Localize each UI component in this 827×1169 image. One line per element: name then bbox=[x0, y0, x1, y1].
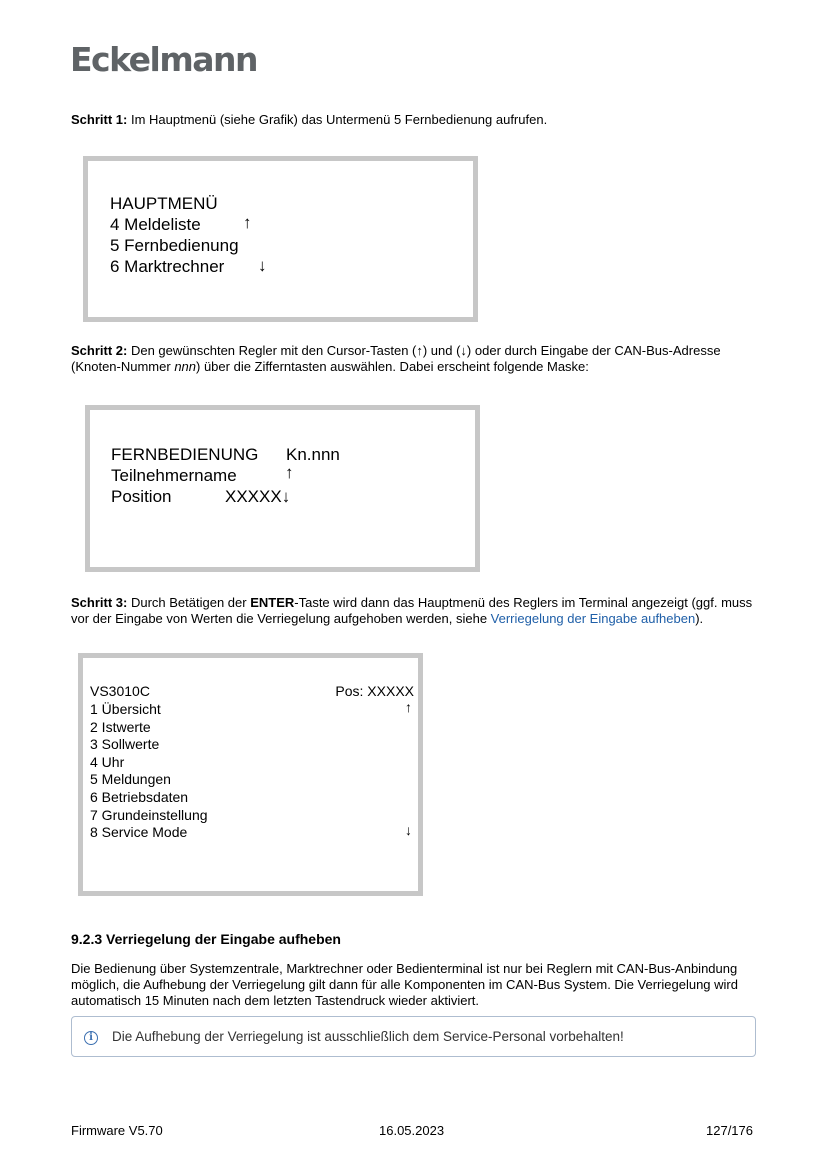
step2-text-a: Den gewünschten Regler mit den Cursor-Tasten (↑) und (↓) oder durch Eingabe der CAN-Bus-Adresse (Knoten-Nummer bbox=[71, 343, 721, 374]
screen2-position-value: XXXXX↓ bbox=[225, 487, 291, 506]
menu-item: 5 Meldungen bbox=[90, 771, 171, 788]
menu-item: 1 Übersicht bbox=[90, 701, 161, 717]
footer-page-number: 127/176 bbox=[706, 1123, 753, 1138]
step2-node-variable: nnn bbox=[174, 359, 197, 374]
enter-key-label: ENTER bbox=[250, 595, 295, 610]
step3-text-a: Durch Betätigen der bbox=[127, 595, 251, 610]
menu-item: 6 Betriebsdaten bbox=[90, 789, 189, 805]
step3-paragraph bbox=[71, 595, 761, 627]
screen2-title: FERNBEDIENUNG bbox=[111, 445, 259, 464]
screen1-line-fernbedienung: 5 Fernbedienung bbox=[110, 236, 239, 255]
screen1-line-marktrechner: 6 Marktrechner bbox=[110, 257, 225, 276]
step1-text: Im Hauptmenü (siehe Grafik) das Untermenü 5 Fernbedienung aufrufen. bbox=[127, 112, 548, 127]
info-note-box bbox=[71, 1016, 756, 1057]
arrow-up-icon: ↑ bbox=[285, 463, 294, 482]
screen1-line-meldeliste: 4 Meldeliste bbox=[110, 215, 201, 234]
terminal-screen-hauptmenu bbox=[83, 156, 478, 322]
footer-firmware: Firmware V5.70 bbox=[71, 1123, 163, 1138]
step2-text-b: ) über die Zifferntasten auswählen. Dabei erscheint folgende Maske: bbox=[196, 359, 589, 374]
terminal-screen-fernbedienung bbox=[85, 405, 480, 572]
step3-label: Schritt 3: bbox=[71, 595, 128, 610]
step2-paragraph bbox=[71, 343, 761, 375]
menu-item: 7 Grundeinstellung bbox=[90, 806, 208, 823]
screen2-node-number: Kn.nnn bbox=[286, 445, 340, 464]
step3-text-b: -Taste wird dann das Hauptmenü des Reglers im Terminal angezeigt (ggf. muss vor der Eingabe von Werten die Verriegelung aufgehoben werden, siehe bbox=[71, 595, 753, 626]
arrow-up-icon: ↑ bbox=[405, 699, 412, 715]
menu-item: 8 Service Mode bbox=[90, 824, 188, 841]
link-verriegelung-aufheben[interactable]: Verriegelung der Eingabe aufheben bbox=[490, 611, 696, 626]
screen2-line-teilnehmername: Teilnehmername bbox=[111, 466, 237, 485]
eckelmann-logo: Eckelmann bbox=[70, 40, 257, 79]
arrow-down-icon: ↓ bbox=[258, 256, 267, 275]
screen1-title: HAUPTMENÜ bbox=[110, 194, 218, 213]
footer-date: 16.05.2023 bbox=[379, 1123, 445, 1138]
info-icon: i bbox=[84, 1031, 98, 1045]
menu-item: 4 Uhr bbox=[90, 753, 125, 770]
arrow-up-icon: ↑ bbox=[243, 213, 252, 232]
screen3-title: VS3010C bbox=[90, 683, 150, 699]
section-body: Die Bedienung über Systemzentrale, Marktrechner oder Bedienterminal ist nur bei Reglern mit CAN-Bus-Anbindung möglich, die Aufhebung der Verriegelung gilt dann für alle Komponenten im CAN-Bus System. Die Verriegelung wird automatisch 15 Minuten nach dem letzten Tastendruck wieder aktiviert. bbox=[71, 961, 738, 1008]
info-note-text: Die Aufhebung der Verriegelung ist ausschließlich dem Service-Personal vorbehalten! bbox=[112, 1029, 624, 1044]
arrow-down-icon: ↓ bbox=[405, 822, 412, 838]
step1-paragraph bbox=[71, 112, 761, 128]
step1-label: Schritt 1: bbox=[71, 112, 128, 127]
step2-label: Schritt 2: bbox=[71, 343, 128, 358]
terminal-screen-regler-menu bbox=[78, 653, 423, 896]
menu-item: 2 Istwerte bbox=[90, 718, 151, 735]
screen3-position: Pos: XXXXX bbox=[335, 683, 414, 699]
section-heading: 9.2.3 Verriegelung der Eingabe aufheben bbox=[71, 931, 341, 947]
screen2-line-position: Position bbox=[111, 487, 172, 506]
menu-item: 3 Sollwerte bbox=[90, 736, 160, 753]
step3-text-c: ). bbox=[695, 611, 704, 626]
